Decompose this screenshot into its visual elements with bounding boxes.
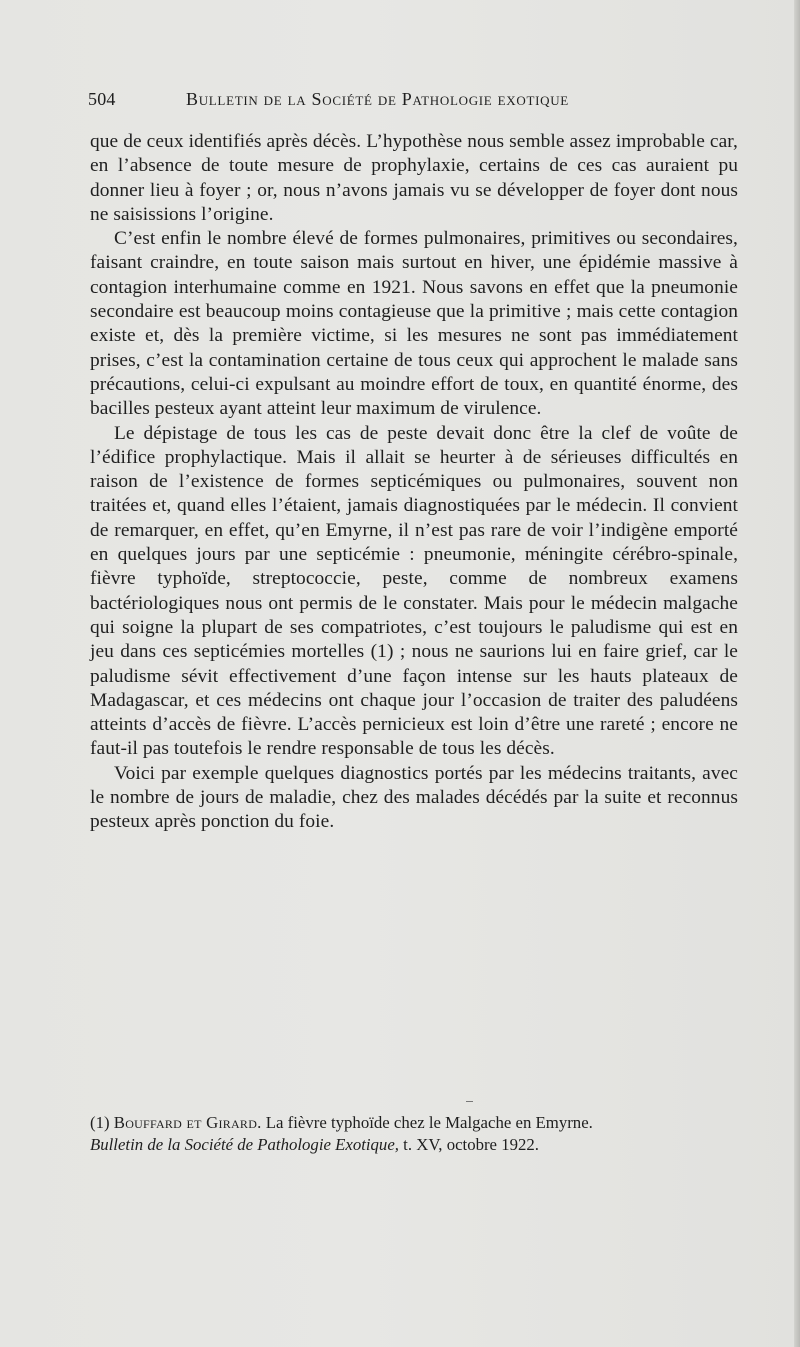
footnote-line-1 <box>90 1112 738 1134</box>
footnote-title: La fièvre typhoïde chez le Malgache en Emyrne. <box>265 1113 593 1132</box>
paragraph-3: Le dépistage de tous les cas de peste devait donc être la clef de voûte de l’édifice prophylactique. Mais il allait se heurter à de sérieuses difficultés en raison de l’existence de formes septicémiques ou pulmonaires, souvent non traitées et, quand elles l’étaient, jamais diagnostiquées par le médecin. Il convient de remarquer, en effet, qu’en Emyrne, il n’est pas rare de voir l’indigène emporté en quelques jours par une septicémie : pneumonie, méningite cérébro-spinale, fièvre typhoïde, streptococcie, peste, comme de nombreux examens bactériologiques nous ont permis de le constater. Mais pour le médecin malgache qui soigne la plupart de ses compatriotes, c’est toujours le paludisme qui est en jeu dans ces septicémies mortelles (1) ; nous ne saurions lui en faire grief, car le paludisme sévit effectivement d’une façon intense sur les hauts plateaux de Madagascar, et ces médecins ont chaque jour l’occasion de traiter des paludéens atteints d’accès de fièvre. L’accès pernicieux est loin d’être une rareté ; encore ne faut-il pas toutefois le rendre responsable de tous les décès. <box>90 422 738 760</box>
footnote <box>90 1112 738 1156</box>
footnote-authors: Bouffard et Girard. <box>113 1113 262 1132</box>
paragraph-4: Voici par exemple quelques diagnostics portés par les médecins traitants, avec le nombre de jours de maladie, chez des malades décédés par la suite et reconnus pesteux après ponction du foie. <box>90 762 738 833</box>
page-edge-shadow <box>794 0 800 1347</box>
footnote-separator <box>466 1101 473 1102</box>
paragraph-2: C’est enfin le nombre élevé de formes pulmonaires, primitives ou secondaires, faisant craindre, en toute saison mais surtout en hiver, une épidémie massive à contagion interhumaine comme en 1921. Nous savons en effet que la pneumonie secondaire est beaucoup moins contagieuse que la primitive ; mais cette contagion existe et, dès la première victime, si les mesures ne sont pas immédiatement prises, c’est la contamination certaine de tous ceux qui approchent le malade sans précautions, celui-ci expulsant au moindre effort de toux, en quantité énorme, des bacilles pesteux ayant atteint leur maximum de virulence. <box>90 228 738 420</box>
footnote-details: t. XV, octobre 1922. <box>403 1135 539 1154</box>
paragraph-1: que de ceux identifiés après décès. L’hypothèse nous semble assez improbable car, en l’absence de toute mesure de prophylaxie, certains de ces cas auraient pu donner lieu à foyer ; or, nous n’avons jamais vu se développer de foyer dont nous ne saisissions l’origine. <box>90 131 738 225</box>
footnote-journal: Bulletin de la Société de Pathologie Exotique, <box>90 1135 399 1154</box>
page-header <box>88 86 738 112</box>
footnote-marker: (1) <box>90 1113 110 1132</box>
footnote-line-2 <box>90 1134 738 1156</box>
running-title: Bulletin de la Société de Pathologie exotique <box>186 89 569 109</box>
main-text <box>90 130 738 835</box>
page-number: 504 <box>88 89 116 109</box>
